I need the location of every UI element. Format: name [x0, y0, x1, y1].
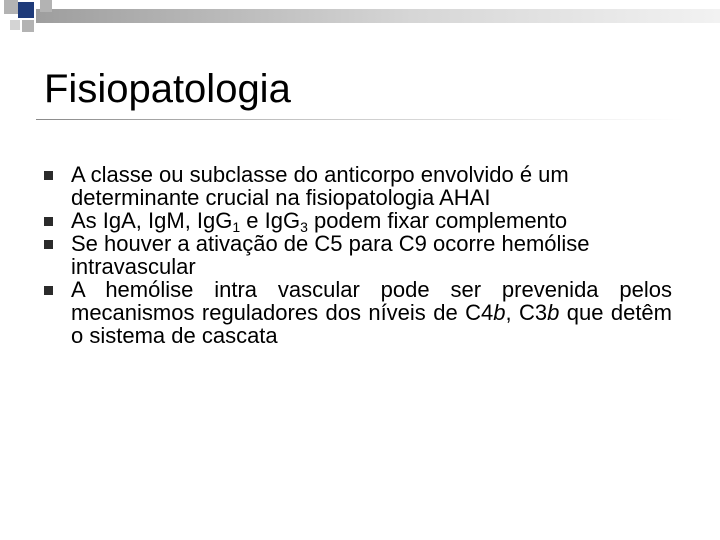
subscript-1: 1	[232, 219, 241, 235]
header-band	[36, 9, 720, 23]
square-bullet-icon	[44, 240, 53, 249]
square-bullet-icon	[44, 171, 53, 180]
bullet-4-part-1: A hemólise intra vascular pode ser prevenida pelos mecanismos reguladores dos níveis de C4	[71, 277, 672, 325]
bullet-4-part-2: , C3	[505, 300, 548, 325]
bullet-text-3: Se houver a ativação de C5 para C9 ocorre hemólise intravascular	[71, 231, 590, 279]
bullet-item-1	[44, 163, 672, 209]
deco-square-light-4	[10, 20, 20, 30]
bullet-item-4	[44, 278, 672, 347]
square-bullet-icon	[44, 286, 53, 295]
bullet-4-italic-1: b	[493, 300, 506, 325]
bullet-4-part-3: que detêm o sistema de cascata	[71, 300, 672, 348]
bullet-item-3	[44, 232, 672, 278]
bullet-2-part-2: e IgG	[240, 208, 301, 233]
deco-square-light-3	[40, 0, 52, 12]
square-bullet-icon	[44, 217, 53, 226]
bullet-text-4	[71, 277, 672, 348]
slide-title: Fisiopatologia	[44, 67, 291, 111]
corner-decoration	[0, 0, 720, 50]
deco-square-dark-1	[18, 2, 34, 18]
bullet-text-1: A classe ou subclasse do anticorpo envolvido é um determinante crucial na fisiopatologia AHAI	[71, 162, 569, 210]
bullet-4-italic-2: b	[547, 300, 560, 325]
deco-square-light-2	[22, 20, 34, 32]
title-underline	[36, 119, 684, 120]
deco-square-light-1	[4, 0, 18, 14]
bullet-2-part-1: As IgA, IgM, IgG	[71, 208, 233, 233]
subscript-3: 3	[300, 219, 308, 235]
bullet-item-2	[44, 208, 672, 235]
bullet-2-part-3: podem fixar complemento	[307, 208, 568, 233]
bullet-list	[44, 163, 672, 347]
bullet-text-2	[71, 208, 567, 233]
